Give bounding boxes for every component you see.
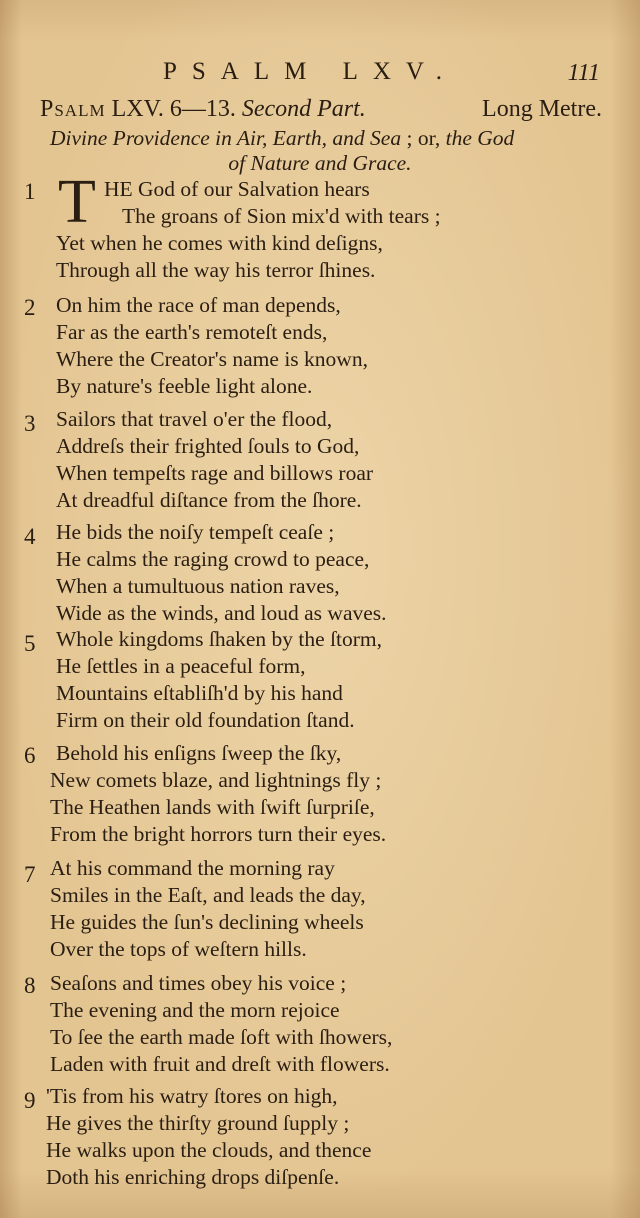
- verse-line: To ſee the earth made ſoft with ſhowers,: [50, 1025, 393, 1049]
- stanza-number: 4: [24, 524, 36, 549]
- verse-line: Laden with fruit and dreſt with flowers.: [50, 1052, 390, 1076]
- subtitle-providence: Divine Providence in Air, Earth, and Sea: [50, 126, 402, 150]
- verse-line: He walks upon the clouds, and thence: [46, 1138, 372, 1162]
- verse-line: At his command the morning ray: [50, 856, 335, 880]
- verse-line: New comets blaze, and lightnings fly ;: [50, 768, 382, 792]
- verse-line: At dreadful diſtance from the ſhore.: [56, 488, 362, 512]
- verse-line: 'Tis from his watry ſtores on high,: [46, 1084, 338, 1108]
- stanza-number: 6: [24, 743, 36, 768]
- verse-line: Behold his enſigns ſweep the ſky,: [56, 741, 342, 765]
- verse-line: He bids the noiſy tempeſt ceaſe ;: [56, 520, 335, 544]
- psalm-subtitle-continued: of Nature and Grace.: [228, 151, 412, 175]
- stanza-number: 5: [24, 631, 36, 656]
- verse-line: Addreſs their frighted ſouls to God,: [56, 434, 360, 458]
- verse-line: Seaſons and times obey his voice ;: [50, 971, 347, 995]
- subtitle-separator: ; or,: [406, 126, 441, 150]
- psalm-heading: [40, 96, 610, 123]
- psalm-meter: Long Metre.: [482, 96, 602, 122]
- verse-line: Smiles in the Eaſt, and leads the day,: [50, 883, 366, 907]
- verse-line: By nature's feeble light alone.: [56, 374, 313, 398]
- verse-line: Whole kingdoms ſhaken by the ſtorm,: [56, 627, 383, 651]
- stanza-number: 1: [24, 179, 36, 204]
- verse-line: When tempeſts rage and billows roar: [56, 461, 374, 485]
- verse-line: HE God of our Salvation hears: [104, 177, 370, 201]
- verse-line: He gives the thirſty ground ſupply ;: [46, 1111, 350, 1135]
- verse-line: The groans of Sion mix'd with tears ;: [122, 204, 441, 228]
- stanza-number: 2: [24, 295, 36, 320]
- verse-line: He calms the raging crowd to peace,: [56, 547, 370, 571]
- psalm-reference: LXV. 6—13.: [111, 96, 236, 122]
- verse-line: Sailors that travel o'er the flood,: [56, 407, 333, 431]
- running-head: PSALM LXV.: [162, 58, 458, 85]
- verse-line: The Heathen lands with ſwift ſurpriſe,: [50, 795, 375, 819]
- verse-line: Wide as the winds, and loud as waves.: [56, 601, 387, 625]
- verse-line: Firm on their old foundation ſtand.: [56, 708, 355, 732]
- drop-cap: T: [58, 168, 96, 236]
- verse-line: Where the Creator's name is known,: [56, 347, 368, 371]
- psalm-subtitle: [50, 126, 610, 151]
- stanza-number: 9: [24, 1088, 36, 1113]
- verse-line: The evening and the morn rejoice: [50, 998, 340, 1022]
- verse-line: Yet when he comes with kind deſigns,: [56, 231, 383, 255]
- verse-line: He ſettles in a peaceful form,: [56, 654, 306, 678]
- stanza-number: 3: [24, 411, 36, 436]
- stanza-number: 7: [24, 862, 36, 887]
- verse-line: Doth his enriching drops diſpenſe.: [46, 1165, 340, 1189]
- verse-line: On him the race of man depends,: [56, 293, 341, 317]
- psalm-part: Second Part.: [241, 96, 366, 122]
- verse-line: He guides the ſun's declining wheels: [50, 910, 364, 934]
- verse-line: When a tumultuous nation raves,: [56, 574, 340, 598]
- verse-line: From the bright horrors turn their eyes.: [50, 822, 387, 846]
- verse-line: Far as the earth's remoteſt ends,: [56, 320, 328, 344]
- subtitle-god: the God: [445, 126, 515, 150]
- stanza-number: 8: [24, 973, 36, 998]
- page-number: 111: [567, 60, 600, 86]
- verse-line: Mountains eſtabliſh'd by his hand: [56, 681, 343, 705]
- verse-line: Over the tops of weſtern hills.: [50, 937, 307, 961]
- psalm-label: Psalm: [40, 96, 106, 122]
- verse-line: Through all the way his terror ſhines.: [56, 258, 376, 282]
